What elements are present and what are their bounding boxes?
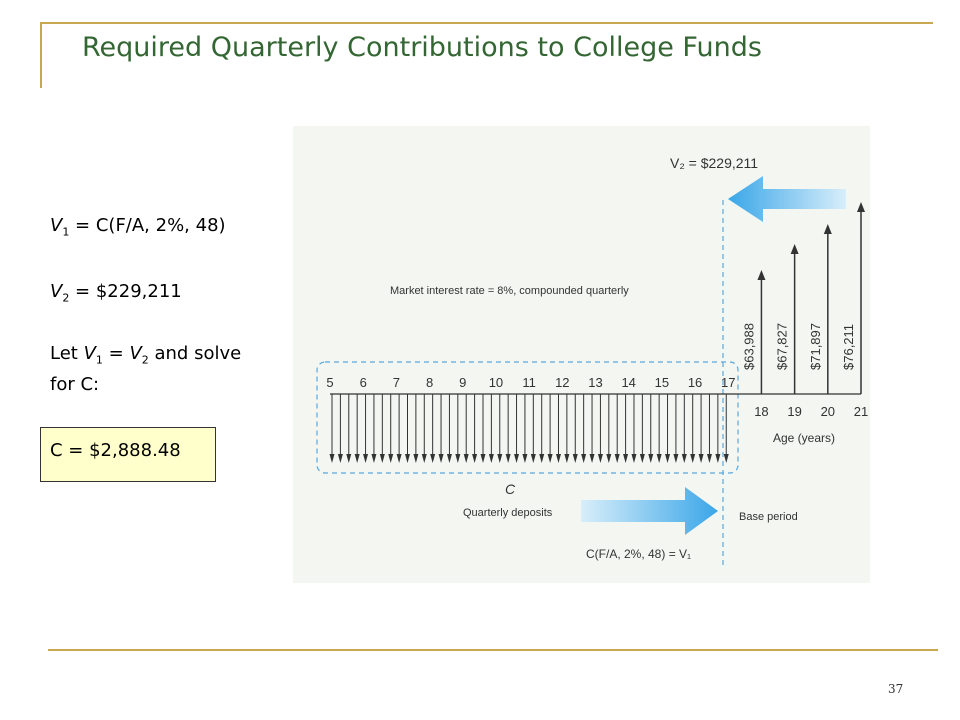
deposit-arrowhead: [556, 454, 561, 463]
deposit-arrowhead: [548, 454, 553, 463]
withdrawal-label: $71,897: [807, 323, 823, 370]
deposit-arrowhead: [640, 454, 645, 463]
age-label: 5: [326, 375, 334, 390]
deposit-arrowhead: [581, 454, 586, 463]
deposit-label: Quarterly deposits: [463, 507, 553, 519]
deposit-arrowhead: [522, 454, 527, 463]
deposit-arrowhead: [657, 454, 662, 463]
v2-subscript: 2: [62, 291, 70, 305]
v2-label: V₂ = $229,211: [670, 155, 759, 171]
v2-rhs: = $229,211: [69, 281, 182, 302]
age-label: 7: [392, 375, 400, 390]
age-label: 12: [555, 375, 570, 390]
deposit-arrowhead: [724, 454, 729, 463]
solve-v2-symbol: V: [129, 343, 142, 364]
deposit-arrowhead: [531, 454, 536, 463]
deposit-arrowhead: [363, 454, 368, 463]
age-label: 11: [522, 375, 536, 390]
cash-flow-diagram: [293, 126, 870, 583]
withdrawal-label: $67,827: [774, 323, 790, 370]
solve-line-2: for C:: [50, 374, 100, 395]
age-label: 9: [459, 375, 467, 390]
deposit-arrowhead: [464, 454, 469, 463]
deposit-arrowhead: [388, 454, 393, 463]
deposit-arrowhead: [330, 454, 335, 463]
deposit-arrowhead: [665, 454, 670, 463]
deposit-arrowhead: [648, 454, 653, 463]
equation-v2: [50, 281, 182, 305]
v1-symbol: V: [50, 215, 63, 236]
deposit-arrowhead: [573, 454, 578, 463]
v1-formula: C(F/A, 2%, 48) = V₁: [586, 547, 692, 561]
deposit-arrowhead: [590, 454, 595, 463]
deposit-arrows: [330, 394, 729, 463]
withdrawal-arrows: [741, 202, 865, 394]
solve-and-solve: and solve: [148, 343, 242, 364]
deposit-arrowhead: [355, 454, 360, 463]
solve-v1-subscript: 1: [95, 353, 103, 367]
deposit-arrowhead: [690, 454, 695, 463]
deposit-arrowhead: [598, 454, 603, 463]
market-rate-label: Market interest rate = 8%, compounded quarterly: [390, 285, 629, 297]
base-period-label: Base period: [739, 511, 798, 523]
age-label: 16: [687, 375, 703, 390]
deposit-arrowhead: [338, 454, 343, 463]
deposit-arrowhead: [455, 454, 460, 463]
deposit-arrowhead: [615, 454, 620, 463]
withdrawal-arrowhead: [791, 244, 799, 254]
withdrawal-label: $76,211: [841, 323, 856, 370]
deposit-arrowhead: [472, 454, 477, 463]
answer-text: C = $2,888.48: [50, 440, 181, 461]
age-label: 18: [754, 404, 769, 419]
deposit-arrowhead: [380, 454, 385, 463]
age-label: 8: [425, 375, 434, 390]
page-number: 37: [888, 682, 904, 696]
age-label: 20: [820, 404, 836, 419]
deposit-arrowhead: [699, 454, 704, 463]
deposit-arrowhead: [430, 454, 435, 463]
v1-rhs: = C(F/A, 2%, 48): [69, 215, 226, 236]
deposit-arrowhead: [673, 454, 678, 463]
v1-arrow: [581, 487, 718, 535]
age-axis-label: Age (years): [773, 431, 836, 445]
v2-arrow: [728, 176, 846, 222]
age-label: 6: [359, 375, 367, 390]
deposit-arrowhead: [497, 454, 502, 463]
top-rule: [40, 22, 933, 24]
v2-symbol: V: [50, 281, 63, 302]
deposit-arrowhead: [447, 454, 452, 463]
equation-v1: [50, 215, 226, 239]
deposit-arrowhead: [707, 454, 712, 463]
deposit-arrowhead: [539, 454, 544, 463]
left-rule: [40, 22, 42, 88]
deposit-arrowhead: [564, 454, 569, 463]
withdrawal-label: $63,988: [741, 323, 757, 370]
deposit-arrowhead: [405, 454, 410, 463]
withdrawal-arrowhead: [857, 202, 865, 212]
age-label: 19: [787, 404, 802, 419]
age-label: 13: [588, 375, 603, 390]
solve-line-1: [50, 343, 241, 367]
age-label: 15: [654, 375, 670, 390]
solve-v1-symbol: V: [83, 343, 96, 364]
deposit-arrowhead: [397, 454, 402, 463]
deposit-arrowhead: [623, 454, 628, 463]
deposit-arrowhead: [480, 454, 485, 463]
age-label: 17: [721, 375, 736, 390]
solve-v2-subscript: 2: [141, 353, 149, 367]
deposit-arrowhead: [422, 454, 427, 463]
solve-equals: =: [102, 343, 130, 364]
deposit-arrowhead: [439, 454, 444, 463]
age-label: 10: [488, 375, 504, 390]
deposit-arrowhead: [371, 454, 376, 463]
deposit-arrowhead: [489, 454, 494, 463]
cash-flow-svg: [293, 126, 870, 583]
age-label: 21: [853, 404, 869, 419]
age-label: 14: [621, 375, 636, 390]
deposit-arrowhead: [514, 454, 519, 463]
deposit-arrowhead: [413, 454, 418, 463]
bottom-rule: [48, 649, 938, 651]
deposit-symbol: C: [505, 481, 516, 497]
slide-title: Required Quarterly Contributions to College Funds: [82, 32, 762, 63]
withdrawal-arrowhead: [757, 270, 765, 280]
withdrawal-arrowhead: [824, 224, 832, 234]
deposit-arrowhead: [715, 454, 720, 463]
deposit-arrowhead: [682, 454, 687, 463]
deposit-arrowhead: [506, 454, 511, 463]
deposit-arrowhead: [606, 454, 611, 463]
v1-subscript: 1: [62, 225, 70, 239]
deposit-arrowhead: [346, 454, 351, 463]
deposit-arrowhead: [631, 454, 636, 463]
solve-let: Let: [50, 343, 84, 364]
